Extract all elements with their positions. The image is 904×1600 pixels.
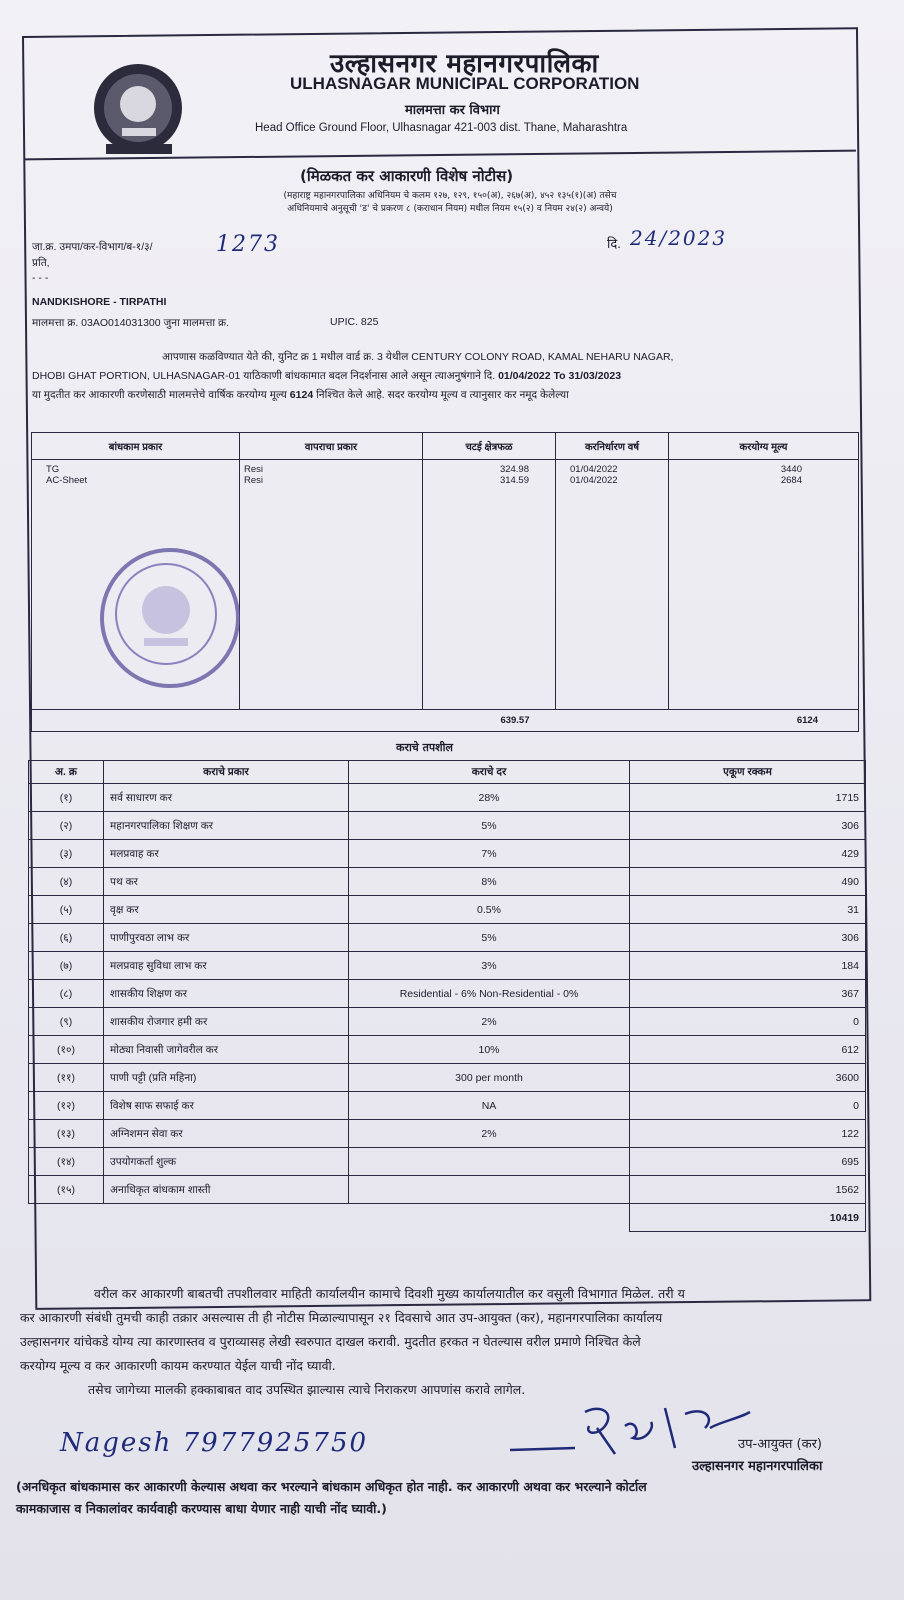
col-tax-rate: कराचे दर bbox=[349, 761, 630, 784]
legal-ref-line-2: अधिनियमाचे अनुसूची 'ड' चे प्रकरण ८ (कराधान नियम) मधील नियम १५(२) व नियम २४(२) अन्वये) bbox=[287, 204, 613, 214]
total-spacer bbox=[32, 710, 423, 732]
tax-rate: 3% bbox=[349, 952, 630, 980]
date-label: दि. bbox=[607, 236, 621, 251]
tax-serial: (१५) bbox=[29, 1176, 104, 1204]
tax-row bbox=[29, 812, 866, 840]
col-assessment-year: करनिर्धारण वर्ष bbox=[556, 433, 669, 460]
tax-type: उपयोगकर्ता शुल्क bbox=[104, 1148, 349, 1176]
tax-type: मलप्रवाह सुविधा लाभ कर bbox=[104, 952, 349, 980]
tax-type: मलप्रवाह कर bbox=[104, 840, 349, 868]
date-handwritten: 24/2023 bbox=[630, 226, 728, 250]
tax-row bbox=[29, 980, 866, 1008]
tax-rate: Residential - 6% Non-Residential - 0% bbox=[349, 980, 630, 1008]
tax-type: पथ कर bbox=[104, 868, 349, 896]
property-number: मालमत्ता क्र. 03AO014031300 जुना मालमत्ता क्र. bbox=[32, 317, 230, 329]
grand-total-row bbox=[29, 1204, 866, 1232]
head-office-address: Head Office Ground Floor, Ulhasnagar 421-003 dist. Thane, Maharashtra bbox=[255, 122, 628, 134]
address-dashes: - - - bbox=[32, 272, 49, 284]
tax-row bbox=[29, 1008, 866, 1036]
area-cell bbox=[423, 460, 556, 710]
reference-number-handwritten: 1273 bbox=[216, 232, 280, 257]
owner-name: NANDKISHORE - TIRPATHI bbox=[32, 296, 167, 308]
tax-serial: (१०) bbox=[29, 1036, 104, 1064]
tax-amount: 306 bbox=[630, 812, 866, 840]
col-usage-type: वापराचा प्रकार bbox=[240, 433, 423, 460]
assessment-period: 01/04/2022 To 31/03/2023 bbox=[498, 370, 622, 382]
tax-amount: 1562 bbox=[630, 1176, 866, 1204]
footer-line-2: कर आकारणी संबंधी तुमची काही तक्रार असल्यास ती ही नोटीस मिळाल्यापासून २१ दिवसाचे आत उप-आयुक्त (कर), महानगरपालिका कार्यालय bbox=[20, 1310, 663, 1325]
tax-row bbox=[29, 1036, 866, 1064]
year-cell bbox=[556, 460, 669, 710]
tax-amount: 0 bbox=[630, 1008, 866, 1036]
tax-rate: 2% bbox=[349, 1120, 630, 1148]
col-tax-type: कराचे प्रकार bbox=[104, 761, 349, 784]
tax-serial: (११) bbox=[29, 1064, 104, 1092]
footer-line-1: वरील कर आकारणी बाबतची तपशीलवार माहिती कार्यालयीन कामाचे दिवशी मुख्य कार्यालयातील कर वसुली विभागात मिळेल. तरी य bbox=[94, 1286, 685, 1301]
tax-type: विशेष साफ सफाई कर bbox=[104, 1092, 349, 1120]
tax-serial: (२) bbox=[29, 812, 104, 840]
construction-2: AC-Sheet bbox=[46, 475, 88, 486]
tax-row bbox=[29, 868, 866, 896]
tax-rate bbox=[349, 1148, 630, 1176]
total-spacer-2 bbox=[556, 710, 669, 732]
tax-rate: 5% bbox=[349, 924, 630, 952]
tax-rate: NA bbox=[349, 1092, 630, 1120]
tax-serial: (१२) bbox=[29, 1092, 104, 1120]
body-line-2 bbox=[32, 367, 852, 386]
tax-amount: 490 bbox=[630, 868, 866, 896]
notice-title: (मिळकत कर आकारणी विशेष नोटीस) bbox=[300, 167, 514, 185]
tax-serial: (६) bbox=[29, 924, 104, 952]
tax-row bbox=[29, 1092, 866, 1120]
property-total-row bbox=[32, 710, 859, 732]
tax-serial: (८) bbox=[29, 980, 104, 1008]
tax-amount: 1715 bbox=[630, 784, 866, 812]
tax-serial: (५) bbox=[29, 896, 104, 924]
value-1: 3440 bbox=[780, 464, 802, 475]
col-total-amount: एकूण रक्कम bbox=[630, 761, 866, 784]
tax-type: पाणीपुरवठा लाभ कर bbox=[104, 924, 349, 952]
prati-label: प्रति, bbox=[32, 257, 50, 269]
tax-rate: 0.5% bbox=[349, 896, 630, 924]
tax-row bbox=[29, 840, 866, 868]
body-line-3-end: निश्चित केले आहे. सदर करयोग्य मूल्य व त्यानुसार कर नमूद केलेल्या bbox=[316, 389, 569, 401]
property-table-header bbox=[32, 433, 859, 460]
tax-amount: 695 bbox=[630, 1148, 866, 1176]
year-1: 01/04/2022 bbox=[570, 464, 618, 475]
tax-row bbox=[29, 952, 866, 980]
value-2: 2684 bbox=[780, 475, 802, 486]
total-area: 639.57 bbox=[423, 710, 556, 732]
officer-title: उप-आयुक्त (कर) bbox=[738, 1437, 822, 1452]
tax-row bbox=[29, 896, 866, 924]
col-construction-type: बांधकाम प्रकार bbox=[32, 433, 240, 460]
tax-amount: 429 bbox=[630, 840, 866, 868]
footer-line-3: उल्हासनगर यांचेकडे योग्य त्या कारणास्तव व पुराव्यासह लेखी स्वरुपात दाखल करावी. मुदतीत हरकत न घेतल्यास वरील प्रमाणे निश्चित केले bbox=[20, 1334, 641, 1349]
legal-ref-line-1: (महाराष्ट्र महानगरपालिका अधिनियम चे कलम १२७, १२९, १५०(अ), २६७(अ), ४५२ १३५(१)(अ) तसेच bbox=[283, 191, 617, 201]
stamp-seal-icon bbox=[104, 552, 228, 676]
tax-rate: 2% bbox=[349, 1008, 630, 1036]
body-line-3 bbox=[32, 386, 852, 405]
value-cell bbox=[669, 460, 859, 710]
tax-table-header bbox=[29, 761, 866, 784]
tax-type: वृक्ष कर bbox=[104, 896, 349, 924]
tax-amount: 184 bbox=[630, 952, 866, 980]
tax-rate: 10% bbox=[349, 1036, 630, 1064]
col-carpet-area: चटई क्षेत्रफळ bbox=[423, 433, 556, 460]
tax-serial: (१३) bbox=[29, 1120, 104, 1148]
tax-type: शासकीय रोजगार हमी कर bbox=[104, 1008, 349, 1036]
grand-total-spacer bbox=[29, 1204, 630, 1232]
body-line-3-text: या मुदतीत कर आकारणी करणेसाठी मालमत्तेचे वार्षिक करयोग्य मूल्य bbox=[32, 389, 287, 401]
tax-amount: 3600 bbox=[630, 1064, 866, 1092]
tax-serial: (७) bbox=[29, 952, 104, 980]
tax-row bbox=[29, 1148, 866, 1176]
tax-rate: 5% bbox=[349, 812, 630, 840]
legal-note bbox=[16, 1476, 900, 1520]
body-line-1: आपणास कळविण्यात येते की, युनिट क्र 1 मधील वार्ड क्र. 3 येथील CENTURY COLONY ROAD, KAMAL NEHARU NAGAR, bbox=[162, 351, 674, 363]
legal-note-line-1: (अनधिकृत बांधकामास कर आकारणी केल्यास अथवा कर भरल्याने बांधकाम अधिकृत होत नाही. कर आकारणी अथवा कर भरल्याने कोर्टाल bbox=[16, 1479, 647, 1494]
tax-type: शासकीय शिक्षण कर bbox=[104, 980, 349, 1008]
org-name-marathi: उल्हासनगर महानगरपालिका bbox=[330, 49, 599, 79]
body-line-2-text: DHOBI GHAT PORTION, ULHASNAGAR-01 याठिकाणी बांधकामात बदल निदर्शनास आले असून त्याअनुषंगाने दि. bbox=[32, 370, 496, 382]
tax-type: महानगरपालिका शिक्षण कर bbox=[104, 812, 349, 840]
tax-row bbox=[29, 1120, 866, 1148]
handwritten-contact: Nagesh 7977925750 bbox=[60, 1428, 369, 1458]
footer-line-5: तसेच जागेच्या मालकी हक्काबाबत वाद उपस्थित झाल्यास त्याचे निराकरण आपणांस करावे लागेल. bbox=[88, 1382, 526, 1397]
construction-1: TG bbox=[46, 464, 60, 475]
tax-amount: 612 bbox=[630, 1036, 866, 1064]
tax-row bbox=[29, 784, 866, 812]
tax-type: अनाधिकृत बांधकाम शास्ती bbox=[104, 1176, 349, 1204]
year-2: 01/04/2022 bbox=[570, 475, 618, 486]
footer-line-4: करयोग्य मूल्य व कर आकारणी कायम करण्यात येईल याची नोंद घ्यावी. bbox=[20, 1358, 336, 1373]
tax-serial: (४) bbox=[29, 868, 104, 896]
tax-type: मोठ्या निवासी जागेवरील कर bbox=[104, 1036, 349, 1064]
usage-1: Resi bbox=[244, 464, 264, 475]
tax-row bbox=[29, 1064, 866, 1092]
tax-type: अग्निशमन सेवा कर bbox=[104, 1120, 349, 1148]
officer-organization: उल्हासनगर महानगरपालिका bbox=[692, 1459, 823, 1474]
tax-amount: 306 bbox=[630, 924, 866, 952]
tax-row bbox=[29, 1176, 866, 1204]
official-stamp bbox=[100, 548, 240, 688]
tax-amount: 31 bbox=[630, 896, 866, 924]
tax-table-body bbox=[29, 784, 866, 1204]
tax-row bbox=[29, 924, 866, 952]
grand-total: 10419 bbox=[630, 1204, 866, 1232]
tax-type: सर्व साधारण कर bbox=[104, 784, 349, 812]
tax-amount: 0 bbox=[630, 1092, 866, 1120]
notice-body bbox=[32, 348, 852, 405]
upic-number: UPIC. 825 bbox=[330, 316, 379, 328]
reference-label: जा.क्र. उमपा/कर-विभाग/ब-१/३/ bbox=[32, 241, 153, 253]
tax-serial: (१) bbox=[29, 784, 104, 812]
tax-serial: (१४) bbox=[29, 1148, 104, 1176]
department-name: मालमत्ता कर विभाग bbox=[405, 103, 500, 118]
total-value: 6124 bbox=[669, 710, 859, 732]
tax-details-caption: कराचे तपशील bbox=[396, 741, 453, 754]
tax-rate bbox=[349, 1176, 630, 1204]
tax-rate: 300 per month bbox=[349, 1064, 630, 1092]
tax-type: पाणी पट्टी (प्रति महिना) bbox=[104, 1064, 349, 1092]
tax-amount: 122 bbox=[630, 1120, 866, 1148]
col-serial: अ. क्र bbox=[29, 761, 104, 784]
usage-cell bbox=[240, 460, 423, 710]
org-name-english: ULHASNAGAR MUNICIPAL CORPORATION bbox=[290, 74, 640, 93]
legal-note-line-2: कामकाजास व निकालांवर कार्यवाही करण्यास बाधा येणार नाही याची नोंद घ्यावी.) bbox=[16, 1501, 387, 1516]
tax-rate: 28% bbox=[349, 784, 630, 812]
tax-serial: (३) bbox=[29, 840, 104, 868]
corporation-emblem-icon bbox=[86, 58, 196, 158]
area-2: 314.59 bbox=[499, 475, 529, 486]
footer-paragraph bbox=[20, 1282, 900, 1402]
tax-rate: 7% bbox=[349, 840, 630, 868]
tax-amount: 367 bbox=[630, 980, 866, 1008]
col-taxable-value: करयोग्य मूल्य bbox=[669, 433, 859, 460]
tax-details-table bbox=[28, 760, 866, 1232]
area-1: 324.98 bbox=[499, 464, 529, 475]
notice-legal-reference bbox=[170, 190, 730, 216]
tax-rate: 8% bbox=[349, 868, 630, 896]
usage-2: Resi bbox=[244, 475, 264, 486]
annual-value: 6124 bbox=[289, 389, 314, 401]
tax-serial: (९) bbox=[29, 1008, 104, 1036]
